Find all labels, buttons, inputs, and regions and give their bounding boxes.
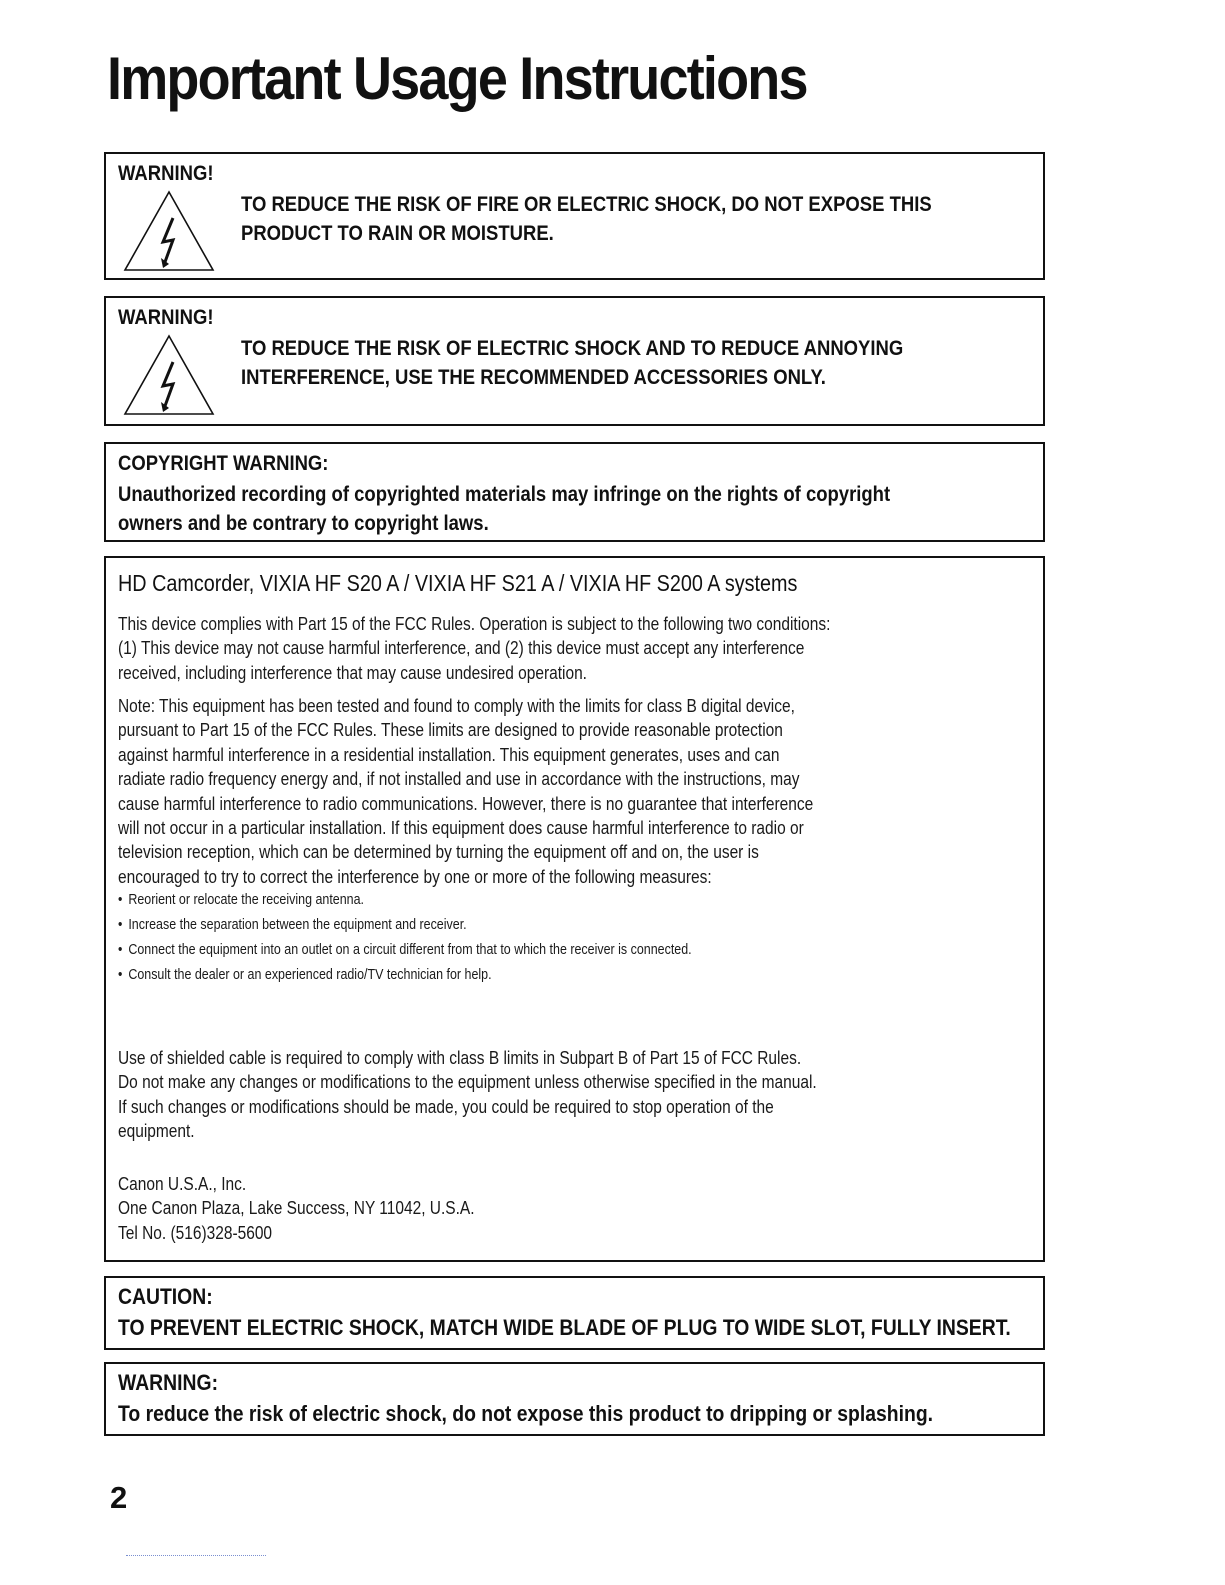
list-item: • Reorient or relocate the receiving antenna.: [118, 888, 692, 913]
fcc-text-line: against harmful interference in a residential installation. This equipment generates, uses and can: [118, 744, 780, 765]
fcc-paragraph-conditions: [118, 612, 830, 685]
warning-text-line: TO REDUCE THE RISK OF FIRE OR ELECTRIC SHOCK, DO NOT EXPOSE THIS: [241, 193, 932, 216]
fcc-text-line: (1) This device may not cause harmful interference, and (2) this device must accept any interference: [118, 638, 805, 659]
caution-label: CAUTION:: [118, 1284, 213, 1309]
fcc-text-line: will not occur in a particular installation. If this equipment does cause harmful interference to radio or: [118, 818, 804, 839]
fcc-text-line: equipment.: [118, 1121, 195, 1142]
caution-box: [104, 1276, 1045, 1350]
fcc-text-line: radiate radio frequency energy and, if not installed and use in accordance with the instructions, may: [118, 769, 800, 790]
warning-box-interference: [104, 296, 1045, 426]
warning-label: WARNING:: [118, 1370, 219, 1395]
fcc-text-line: Use of shielded cable is required to comply with class B limits in Subpart B of Part 15 of FCC Rules.: [118, 1048, 802, 1068]
copyright-text-line: owners and be contrary to copyright laws.: [118, 512, 489, 535]
fcc-heading: HD Camcorder, VIXIA HF S20 A / VIXIA HF S21 A / VIXIA HF S200 A systems: [118, 570, 798, 596]
fcc-text-line: Do not make any changes or modifications to the equipment unless otherwise specified in the manual.: [118, 1072, 817, 1093]
warning-text: To reduce the risk of electric shock, do not expose this product to dripping or splashing.: [118, 1401, 934, 1426]
page-number: 2: [110, 1480, 128, 1515]
copyright-label: COPYRIGHT WARNING:: [118, 452, 329, 475]
list-item: • Increase the separation between the equipment and receiver.: [118, 913, 692, 938]
fcc-text-line: encouraged to try to correct the interference by one or more of the following measures:: [118, 866, 712, 887]
address-line: Canon U.S.A., Inc.: [118, 1174, 247, 1194]
warning-label: WARNING!: [118, 306, 214, 329]
fcc-measures-list: [118, 888, 692, 988]
warning-box-fire: [104, 152, 1045, 280]
fcc-compliance-box: [104, 556, 1045, 1262]
page-footer-rule: [126, 1555, 266, 1556]
fcc-text-line: cause harmful interference to radio communications. However, there is no guarantee that interference: [118, 793, 814, 814]
fcc-text-line: received, including interference that may cause undesired operation.: [118, 662, 587, 683]
warning-text-line: TO REDUCE THE RISK OF ELECTRIC SHOCK AND TO REDUCE ANNOYING: [241, 337, 904, 360]
copyright-warning-box: [104, 442, 1045, 542]
electric-shock-warning-icon: [121, 332, 217, 418]
electric-shock-warning-icon: [121, 188, 217, 274]
fcc-text-line: If such changes or modifications should be made, you could be required to stop operation of the: [118, 1096, 774, 1117]
fcc-paragraph-note: [118, 694, 813, 889]
fcc-text-line: pursuant to Part 15 of the FCC Rules. These limits are designed to provide reasonable protection: [118, 720, 783, 741]
fcc-text-line: television reception, which can be determined by turning the equipment off and on, the user is: [118, 842, 759, 863]
warning-text-line: PRODUCT TO RAIN OR MOISTURE.: [241, 222, 554, 245]
address-line: Tel No. (516)328-5600: [118, 1222, 273, 1243]
list-item: • Connect the equipment into an outlet on a circuit different from that to which the receiver is connected.: [118, 938, 692, 963]
canon-address: [118, 1172, 475, 1245]
warning-label: WARNING!: [118, 162, 214, 185]
fcc-text-line: Note: This equipment has been tested and found to comply with the limits for class B digital device,: [118, 696, 795, 716]
list-item: • Consult the dealer or an experienced radio/TV technician for help.: [118, 963, 692, 988]
page-title: Important Usage Instructions: [107, 45, 807, 112]
fcc-paragraph-shielded-cable: [118, 1046, 817, 1144]
warning-text-line: INTERFERENCE, USE THE RECOMMENDED ACCESSORIES ONLY.: [241, 366, 826, 389]
address-line: One Canon Plaza, Lake Success, NY 11042, U.S.A.: [118, 1198, 475, 1219]
caution-text: TO PREVENT ELECTRIC SHOCK, MATCH WIDE BLADE OF PLUG TO WIDE SLOT, FULLY INSERT.: [118, 1315, 1011, 1340]
warning-box-dripping: [104, 1362, 1045, 1436]
copyright-text-line: Unauthorized recording of copyrighted materials may infringe on the rights of copyright: [118, 483, 891, 506]
fcc-text-line: This device complies with Part 15 of the FCC Rules. Operation is subject to the following two conditions:: [118, 614, 831, 634]
